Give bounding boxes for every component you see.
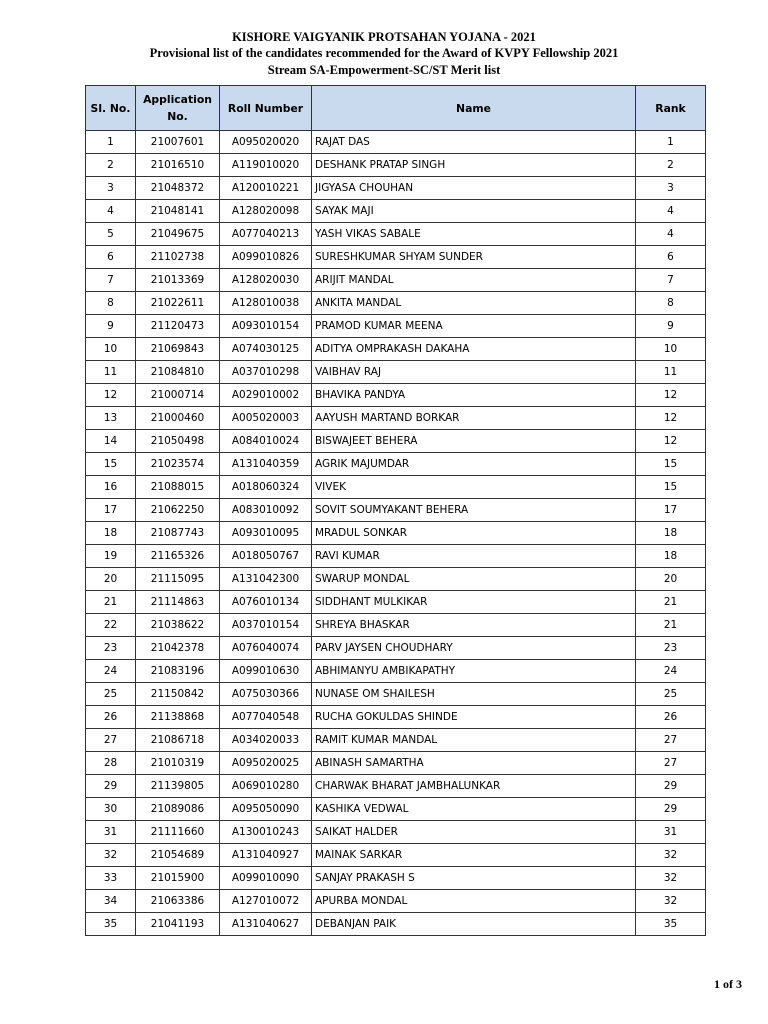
rank-cell: 4	[636, 200, 706, 223]
table-row	[86, 637, 706, 660]
application-no-cell: 21049675	[136, 223, 220, 246]
name-cell: RAVI KUMAR	[312, 545, 636, 568]
stream-label: Stream SA-Empowerment-SC/ST Merit list	[267, 63, 501, 77]
sl-no-cell: 2	[86, 154, 136, 177]
name-cell: KASHIKA VEDWAL	[312, 798, 636, 821]
table-row	[86, 844, 706, 867]
roll-number-cell: A018050767	[220, 545, 312, 568]
application-no-cell: 21150842	[136, 683, 220, 706]
table-row	[86, 292, 706, 315]
rank-cell: 11	[636, 361, 706, 384]
application-no-cell: 21086718	[136, 729, 220, 752]
roll-number-cell: A131040359	[220, 453, 312, 476]
application-no-cell: 21083196	[136, 660, 220, 683]
sl-no-cell: 1	[86, 131, 136, 154]
name-cell: ABINASH SAMARTHA	[312, 752, 636, 775]
name-cell: RUCHA GOKULDAS SHINDE	[312, 706, 636, 729]
table-row	[86, 384, 706, 407]
table-row	[86, 729, 706, 752]
name-cell: SIDDHANT MULKIKAR	[312, 591, 636, 614]
roll-number-cell: A128020098	[220, 200, 312, 223]
col-header-rank: Rank	[636, 86, 706, 131]
rank-cell: 15	[636, 453, 706, 476]
table-row	[86, 154, 706, 177]
col-header-sl-no: Sl. No.	[86, 86, 136, 131]
application-no-cell: 21050498	[136, 430, 220, 453]
rank-cell: 9	[636, 315, 706, 338]
rank-cell: 21	[636, 614, 706, 637]
table-row	[86, 545, 706, 568]
rank-cell: 2	[636, 154, 706, 177]
sl-no-cell: 4	[86, 200, 136, 223]
sl-no-cell: 10	[86, 338, 136, 361]
sl-no-cell: 17	[86, 499, 136, 522]
col-header-name: Name	[312, 86, 636, 131]
rank-cell: 18	[636, 545, 706, 568]
application-no-cell: 21015900	[136, 867, 220, 890]
application-no-cell: 21114863	[136, 591, 220, 614]
rank-cell: 10	[636, 338, 706, 361]
sl-no-cell: 35	[86, 913, 136, 936]
roll-number-cell: A074030125	[220, 338, 312, 361]
name-cell: BHAVIKA PANDYA	[312, 384, 636, 407]
rank-cell: 32	[636, 844, 706, 867]
table-row	[86, 775, 706, 798]
rank-cell: 32	[636, 890, 706, 913]
roll-number-cell: A076010134	[220, 591, 312, 614]
table-row	[86, 453, 706, 476]
rank-cell: 12	[636, 430, 706, 453]
sl-no-cell: 26	[86, 706, 136, 729]
page-number: 1 of 3	[714, 977, 742, 991]
application-no-cell: 21089086	[136, 798, 220, 821]
roll-number-cell: A077040548	[220, 706, 312, 729]
roll-number-cell: A069010280	[220, 775, 312, 798]
application-no-cell: 21102738	[136, 246, 220, 269]
roll-number-cell: A119010020	[220, 154, 312, 177]
rank-cell: 24	[636, 660, 706, 683]
document-title: KISHORE VAIGYANIK PROTSAHAN YOJANA - 2021	[232, 30, 536, 44]
rank-cell: 26	[636, 706, 706, 729]
name-cell: YASH VIKAS SABALE	[312, 223, 636, 246]
name-cell: SOVIT SOUMYAKANT BEHERA	[312, 499, 636, 522]
name-cell: ARIJIT MANDAL	[312, 269, 636, 292]
name-cell: RAJAT DAS	[312, 131, 636, 154]
table-row	[86, 499, 706, 522]
name-cell: BISWAJEET BEHERA	[312, 430, 636, 453]
table-row	[86, 338, 706, 361]
roll-number-cell: A093010095	[220, 522, 312, 545]
name-cell: SHREYA BHASKAR	[312, 614, 636, 637]
table-row	[86, 568, 706, 591]
rank-cell: 31	[636, 821, 706, 844]
application-no-cell: 21087743	[136, 522, 220, 545]
name-cell: SWARUP MONDAL	[312, 568, 636, 591]
col-header-roll-number: Roll Number	[220, 86, 312, 131]
sl-no-cell: 14	[86, 430, 136, 453]
roll-number-cell: A095020025	[220, 752, 312, 775]
roll-number-cell: A128010038	[220, 292, 312, 315]
table-row	[86, 476, 706, 499]
roll-number-cell: A095020020	[220, 131, 312, 154]
application-no-cell: 21048372	[136, 177, 220, 200]
application-no-cell: 21042378	[136, 637, 220, 660]
roll-number-cell: A083010092	[220, 499, 312, 522]
table-row	[86, 798, 706, 821]
sl-no-cell: 20	[86, 568, 136, 591]
table-row	[86, 200, 706, 223]
roll-number-cell: A120010221	[220, 177, 312, 200]
table-row	[86, 683, 706, 706]
application-no-cell: 21007601	[136, 131, 220, 154]
rank-cell: 4	[636, 223, 706, 246]
sl-no-cell: 32	[86, 844, 136, 867]
name-cell: APURBA MONDAL	[312, 890, 636, 913]
name-cell: SAYAK MAJI	[312, 200, 636, 223]
roll-number-cell: A076040074	[220, 637, 312, 660]
sl-no-cell: 23	[86, 637, 136, 660]
table-row	[86, 660, 706, 683]
roll-number-cell: A018060324	[220, 476, 312, 499]
application-no-cell: 21069843	[136, 338, 220, 361]
sl-no-cell: 19	[86, 545, 136, 568]
rank-cell: 29	[636, 798, 706, 821]
table-row	[86, 177, 706, 200]
rank-cell: 17	[636, 499, 706, 522]
rank-cell: 21	[636, 591, 706, 614]
name-cell: AGRIK MAJUMDAR	[312, 453, 636, 476]
application-no-cell: 21010319	[136, 752, 220, 775]
table-row	[86, 131, 706, 154]
roll-number-cell: A034020033	[220, 729, 312, 752]
document-subtitle: Provisional list of the candidates recommended for the Award of KVPY Fellowship 2021	[149, 46, 619, 60]
sl-no-cell: 6	[86, 246, 136, 269]
sl-no-cell: 31	[86, 821, 136, 844]
table-row	[86, 752, 706, 775]
roll-number-cell: A131042300	[220, 568, 312, 591]
name-cell: DESHANK PRATAP SINGH	[312, 154, 636, 177]
roll-number-cell: A075030366	[220, 683, 312, 706]
sl-no-cell: 29	[86, 775, 136, 798]
roll-number-cell: A037010298	[220, 361, 312, 384]
application-no-cell: 21062250	[136, 499, 220, 522]
rank-cell: 12	[636, 384, 706, 407]
name-cell: VIVEK	[312, 476, 636, 499]
roll-number-cell: A099010630	[220, 660, 312, 683]
rank-cell: 27	[636, 729, 706, 752]
application-no-cell: 21048141	[136, 200, 220, 223]
name-cell: ANKITA MANDAL	[312, 292, 636, 315]
name-cell: CHARWAK BHARAT JAMBHALUNKAR	[312, 775, 636, 798]
roll-number-cell: A005020003	[220, 407, 312, 430]
sl-no-cell: 12	[86, 384, 136, 407]
roll-number-cell: A099010090	[220, 867, 312, 890]
sl-no-cell: 7	[86, 269, 136, 292]
table-row	[86, 913, 706, 936]
table-row	[86, 269, 706, 292]
sl-no-cell: 34	[86, 890, 136, 913]
table-row	[86, 706, 706, 729]
roll-number-cell: A095050090	[220, 798, 312, 821]
roll-number-cell: A084010024	[220, 430, 312, 453]
application-no-cell: 21000460	[136, 407, 220, 430]
rank-cell: 7	[636, 269, 706, 292]
sl-no-cell: 25	[86, 683, 136, 706]
application-no-cell: 21088015	[136, 476, 220, 499]
roll-number-cell: A127010072	[220, 890, 312, 913]
name-cell: SAIKAT HALDER	[312, 821, 636, 844]
application-no-cell: 21084810	[136, 361, 220, 384]
merit-list-table	[85, 85, 706, 936]
name-cell: JIGYASA CHOUHAN	[312, 177, 636, 200]
name-cell: ADITYA OMPRAKASH DAKAHA	[312, 338, 636, 361]
application-no-cell: 21023574	[136, 453, 220, 476]
rank-cell: 27	[636, 752, 706, 775]
col-header-application-no	[136, 86, 220, 131]
application-no-cell: 21041193	[136, 913, 220, 936]
application-no-cell: 21111660	[136, 821, 220, 844]
sl-no-cell: 11	[86, 361, 136, 384]
sl-no-cell: 9	[86, 315, 136, 338]
table-row	[86, 591, 706, 614]
table-row	[86, 867, 706, 890]
table-row	[86, 614, 706, 637]
roll-number-cell: A131040627	[220, 913, 312, 936]
sl-no-cell: 21	[86, 591, 136, 614]
application-no-cell: 21139805	[136, 775, 220, 798]
name-cell: NUNASE OM SHAILESH	[312, 683, 636, 706]
sl-no-cell: 13	[86, 407, 136, 430]
application-no-cell: 21038622	[136, 614, 220, 637]
rank-cell: 12	[636, 407, 706, 430]
sl-no-cell: 8	[86, 292, 136, 315]
application-no-cell: 21022611	[136, 292, 220, 315]
sl-no-cell: 3	[86, 177, 136, 200]
table-row	[86, 315, 706, 338]
roll-number-cell: A130010243	[220, 821, 312, 844]
rank-cell: 29	[636, 775, 706, 798]
rank-cell: 18	[636, 522, 706, 545]
application-no-cell: 21120473	[136, 315, 220, 338]
roll-number-cell: A037010154	[220, 614, 312, 637]
rank-cell: 6	[636, 246, 706, 269]
roll-number-cell: A029010002	[220, 384, 312, 407]
roll-number-cell: A131040927	[220, 844, 312, 867]
application-no-cell: 21165326	[136, 545, 220, 568]
table-row	[86, 430, 706, 453]
sl-no-cell: 33	[86, 867, 136, 890]
name-cell: MRADUL SONKAR	[312, 522, 636, 545]
sl-no-cell: 30	[86, 798, 136, 821]
table-row	[86, 223, 706, 246]
sl-no-cell: 15	[86, 453, 136, 476]
rank-cell: 23	[636, 637, 706, 660]
sl-no-cell: 16	[86, 476, 136, 499]
application-no-cell: 21016510	[136, 154, 220, 177]
sl-no-cell: 18	[86, 522, 136, 545]
sl-no-cell: 22	[86, 614, 136, 637]
roll-number-cell: A099010826	[220, 246, 312, 269]
name-cell: PARV JAYSEN CHOUDHARY	[312, 637, 636, 660]
roll-number-cell: A093010154	[220, 315, 312, 338]
application-no-cell: 21063386	[136, 890, 220, 913]
application-no-cell: 21115095	[136, 568, 220, 591]
rank-cell: 25	[636, 683, 706, 706]
table-row	[86, 407, 706, 430]
application-no-cell: 21000714	[136, 384, 220, 407]
table-row	[86, 821, 706, 844]
col-header-application-no-text: Application No.	[143, 93, 212, 123]
name-cell: SANJAY PRAKASH S	[312, 867, 636, 890]
rank-cell: 32	[636, 867, 706, 890]
rank-cell: 3	[636, 177, 706, 200]
name-cell: MAINAK SARKAR	[312, 844, 636, 867]
rank-cell: 20	[636, 568, 706, 591]
name-cell: ABHIMANYU AMBIKAPATHY	[312, 660, 636, 683]
table-row	[86, 246, 706, 269]
roll-number-cell: A128020030	[220, 269, 312, 292]
table-header-row	[86, 86, 706, 131]
rank-cell: 1	[636, 131, 706, 154]
application-no-cell: 21138868	[136, 706, 220, 729]
sl-no-cell: 24	[86, 660, 136, 683]
sl-no-cell: 27	[86, 729, 136, 752]
application-no-cell: 21054689	[136, 844, 220, 867]
sl-no-cell: 28	[86, 752, 136, 775]
name-cell: RAMIT KUMAR MANDAL	[312, 729, 636, 752]
table-row	[86, 522, 706, 545]
name-cell: PRAMOD KUMAR MEENA	[312, 315, 636, 338]
name-cell: SURESHKUMAR SHYAM SUNDER	[312, 246, 636, 269]
name-cell: DEBANJAN PAIK	[312, 913, 636, 936]
sl-no-cell: 5	[86, 223, 136, 246]
rank-cell: 15	[636, 476, 706, 499]
rank-cell: 8	[636, 292, 706, 315]
table-row	[86, 361, 706, 384]
application-no-cell: 21013369	[136, 269, 220, 292]
name-cell: VAIBHAV RAJ	[312, 361, 636, 384]
rank-cell: 35	[636, 913, 706, 936]
table-row	[86, 890, 706, 913]
name-cell: AAYUSH MARTAND BORKAR	[312, 407, 636, 430]
roll-number-cell: A077040213	[220, 223, 312, 246]
